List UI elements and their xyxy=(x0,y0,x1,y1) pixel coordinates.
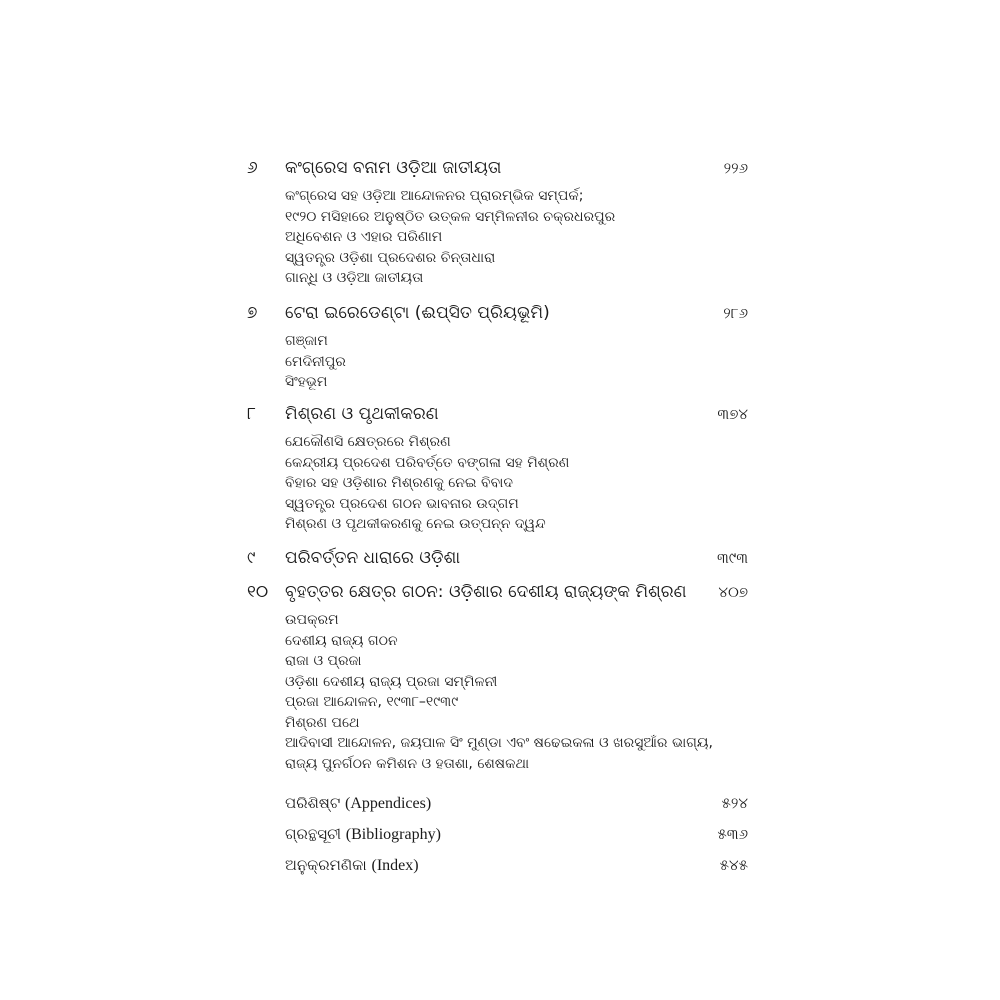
subsection-item: ୧୯୨୦ ମସିହାରେ ଅନୁଷ୍ଠିତ ଉତ୍କଳ ସମ୍ମିଳନୀର ଚକ୍ରଧରପୁର xyxy=(285,208,616,225)
chapter-title: ପରିବର୍ତ୍ତନ ଧାରାରେ ଓଡ଼ିଶା xyxy=(285,548,461,568)
subsection-item: ଗାନ୍ଧି ଓ ଓଡ଼ିଆ ଜାତୀୟତା xyxy=(285,270,424,286)
subsection-item: ବିହାର ସହ ଓଡ଼ିଶାର ମିଶ୍ରଣକୁ ନେଇ ବିବାଦ xyxy=(285,475,513,491)
chapter-title: ବୃହତ୍ତର କ୍ଷେତ୍ର ଗଠନ: ଓଡ଼ିଶାର ଦେଶୀୟ ରାଜ୍ୟଙ୍କ ମିଶ୍ରଣ xyxy=(285,582,687,602)
subsection-item: ମିଶ୍ରଣ ଓ ପୃଥକୀକରଣକୁ ନେଇ ଉତ୍ପନ୍ନ ଦ୍ୱନ୍ଦ xyxy=(285,516,546,532)
chapter-page-number: ୨୨୬ xyxy=(723,159,748,177)
chapter-page-number: ୨୮୬ xyxy=(723,304,748,322)
subsection-list xyxy=(285,610,713,774)
chapter-title: ମିଶ୍ରଣ ଓ ପୃଥକୀକରଣ xyxy=(285,404,439,424)
subsection-item: ସ୍ୱତନ୍ତ୍ର ଓଡ଼ିଶା ପ୍ରଦେଶର ଚିନ୍ତାଧାରା xyxy=(285,249,496,266)
subsection-item: ରାଜା ଓ ପ୍ରଜା xyxy=(285,653,362,669)
chapter-page-number: ୩୭୪ xyxy=(717,405,748,423)
subsection-item: ଅଧିବେଶନ ଓ ଏହାର ପରିଣାମ xyxy=(285,229,443,245)
back-matter-title: ପରିଶିଷ୍ଟ xyxy=(285,794,341,812)
subsection-item: ମେଦିନୀପୁର xyxy=(285,353,346,370)
chapter-title: କଂଗ୍ରେସ ବନାମ ଓଡ଼ିଆ ଜାତୀୟତା xyxy=(285,158,502,178)
chapter-number: ୮ xyxy=(247,404,256,424)
chapter-page-number: ୪୦୭ xyxy=(718,583,748,601)
subsection-item: ଆଦିବାସୀ ଆନ୍ଦୋଳନ, ଜୟପାଳ ସିଂ ମୁଣ୍ଡା ଏବଂ ଷଢେଇକଳା ଓ ଖରସୁଆଁର ଭାଗ୍ୟ, xyxy=(285,735,713,751)
subsection-list xyxy=(285,432,569,535)
subsection-item: ପ୍ରଜା ଆନ୍ଦୋଳନ, ୧୯୩୮–୧୯୩୯ xyxy=(285,694,459,710)
back-matter-label xyxy=(285,854,419,877)
back-matter-title: ଅନୁକ୍ରମଣିକା xyxy=(285,856,367,874)
chapter-page-number: ୩୯୩ xyxy=(716,549,748,567)
back-matter-label xyxy=(285,792,431,815)
back-matter-english-title: (Index) xyxy=(371,857,419,874)
back-matter-english-title: (Appendices) xyxy=(345,795,432,812)
chapter-number: ୧୦ xyxy=(247,582,269,602)
subsection-item: ଓଡ଼ିଶା ଦେଶୀୟ ରାଜ୍ୟ ପ୍ରଜା ସମ୍ମିଳନୀ xyxy=(285,673,498,690)
chapter-number: ୬ xyxy=(247,158,258,178)
subsection-item: ଗଞ୍ଜାମ xyxy=(285,333,328,349)
subsection-item: ସିଂହଭୂମ xyxy=(285,374,328,390)
subsection-item: ଯେକୌଣସି କ୍ଷେତ୍ରରେ ମିଶ୍ରଣ xyxy=(285,434,451,450)
subsection-item: ରାଜ୍ୟ ପୁନର୍ଗଠନ କମିଶନ ଓ ହତାଶା, ଶେଷକଥା xyxy=(285,755,530,772)
back-matter-page-number: ୫୩୬ xyxy=(717,825,748,843)
subsection-list xyxy=(285,186,615,289)
subsection-item: କଂଗ୍ରେସ ସହ ଓଡ଼ିଆ ଆନ୍ଦୋଳନର ପ୍ରାରମ୍ଭିକ ସମ୍ପର୍କ; xyxy=(285,188,584,204)
chapter-title: ଟେରା ଇରେଡେଣ୍ଟା (ଈପ୍ସିତ ପ୍ରିୟଭୂମି) xyxy=(285,303,550,323)
subsection-item: ଦେଶୀୟ ରାଜ୍ୟ ଗଠନ xyxy=(285,632,398,649)
back-matter-label xyxy=(285,823,441,846)
back-matter-page-number: ୫୨୪ xyxy=(721,794,748,812)
chapter-number: ୯ xyxy=(247,548,256,568)
subsection-list xyxy=(285,331,346,393)
back-matter-title: ଗ୍ରନ୍ଥସୂଚୀ xyxy=(285,825,342,843)
back-matter-page-number: ୫୪୫ xyxy=(719,856,748,874)
chapter-number: ୭ xyxy=(247,303,258,323)
subsection-item: କେନ୍ଦ୍ରୀୟ ପ୍ରଦେଶ ପରିବର୍ତ୍ତେ ବଙ୍ଗଳା ସହ ମିଶ୍ରଣ xyxy=(285,454,570,471)
back-matter-english-title: (Bibliography) xyxy=(345,826,441,843)
subsection-item: ମିଶ୍ରଣ ପଥେ xyxy=(285,714,360,731)
subsection-item: ଉପକ୍ରମ xyxy=(285,612,339,628)
subsection-item: ସ୍ୱତନ୍ତ୍ର ପ୍ରଦେଶ ଗଠନ ଭାବନାର ଉଦ୍‌ଗମ xyxy=(285,495,519,512)
